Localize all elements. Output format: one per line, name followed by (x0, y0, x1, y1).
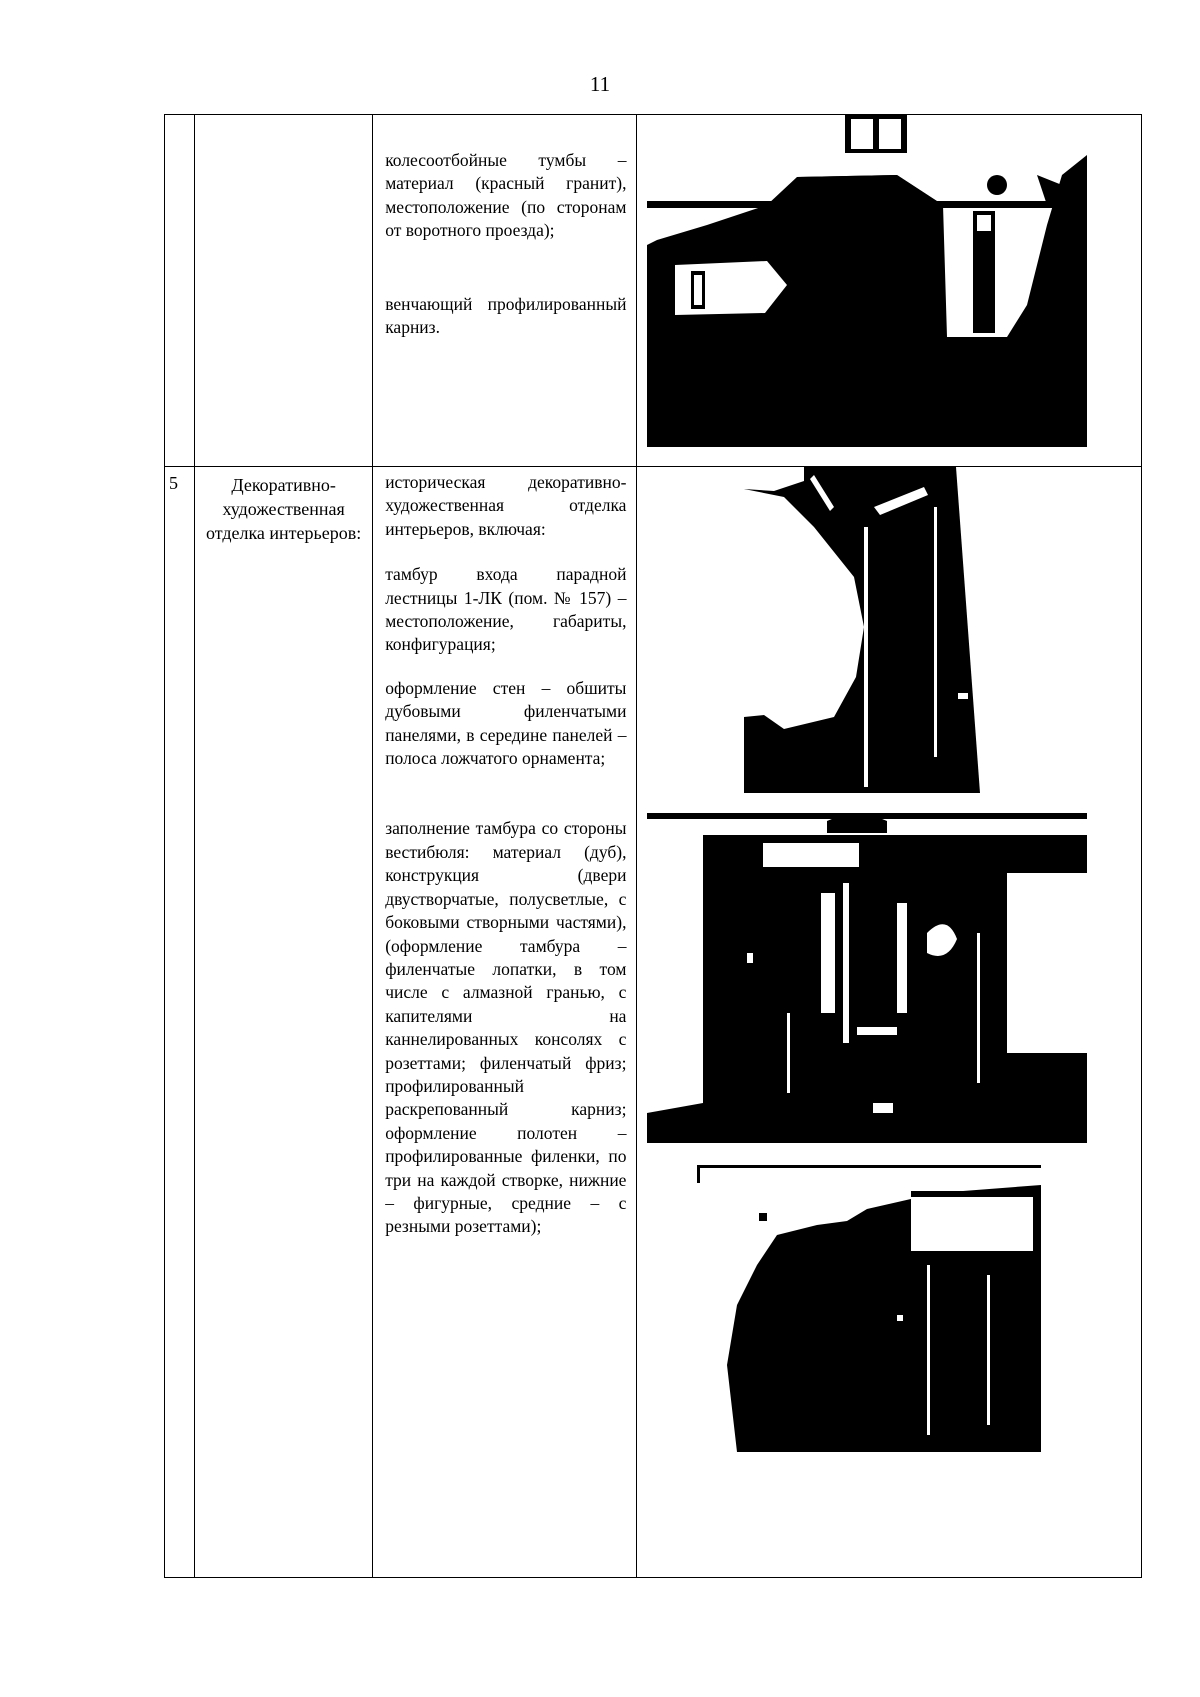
description-paragraph: венчающий профилированный карниз. (385, 293, 627, 338)
facade-courtyard-photo (647, 115, 1087, 447)
description-cell (373, 467, 637, 1578)
row-number-cell (165, 115, 195, 467)
description-paragraph: заполнение тамбура со стороны вестибюля: материал (дуб), конструкция (двери двустворчатые, полусветлые, с боковыми створными частями), (оформление тамбура – филенчатые лопатки, в том числе с алмазной гранью, с капителями на каннелированных консолях с розеттами; филенчатый фриз; профилированный раскрепованный карниз; оформление полотен – профилированные филенки, по три на каждой створке, нижние – фигурные, средние – с резными розеттами); (385, 818, 627, 1237)
vestibule-doors-photo (647, 813, 1087, 1143)
tambour-detail-photo (697, 1165, 1041, 1452)
element-name-cell: Декоративно-художественная отделка интерьеров: (195, 467, 373, 1578)
photo-cell (637, 467, 1142, 1578)
table-row (165, 115, 1142, 467)
description-paragraph: историческая декоративно-художественная отделка интерьеров, включая: (385, 472, 627, 539)
row-number-cell: 5 (165, 467, 195, 1578)
page-number: 11 (589, 72, 611, 96)
monument-elements-table (164, 114, 1142, 1578)
vestibule-wall-panels-photo (744, 467, 980, 793)
description-cell (373, 115, 637, 467)
table-row (165, 467, 1142, 1578)
element-name-cell (195, 115, 373, 467)
photo-cell (637, 115, 1142, 467)
description-paragraph: оформление стен – обшиты дубовыми филенчатыми панелями, в середине панелей – полоса ложчатого орнамента; (385, 677, 627, 769)
description-paragraph: тамбур входа парадной лестницы 1-ЛК (пом. № 157) – местоположение, габариты, конфигурация; (385, 564, 627, 655)
description-paragraph: колесоотбойные тумбы – материал (красный гранит), местоположение (по сторонам от воротного проезда); (385, 150, 627, 241)
